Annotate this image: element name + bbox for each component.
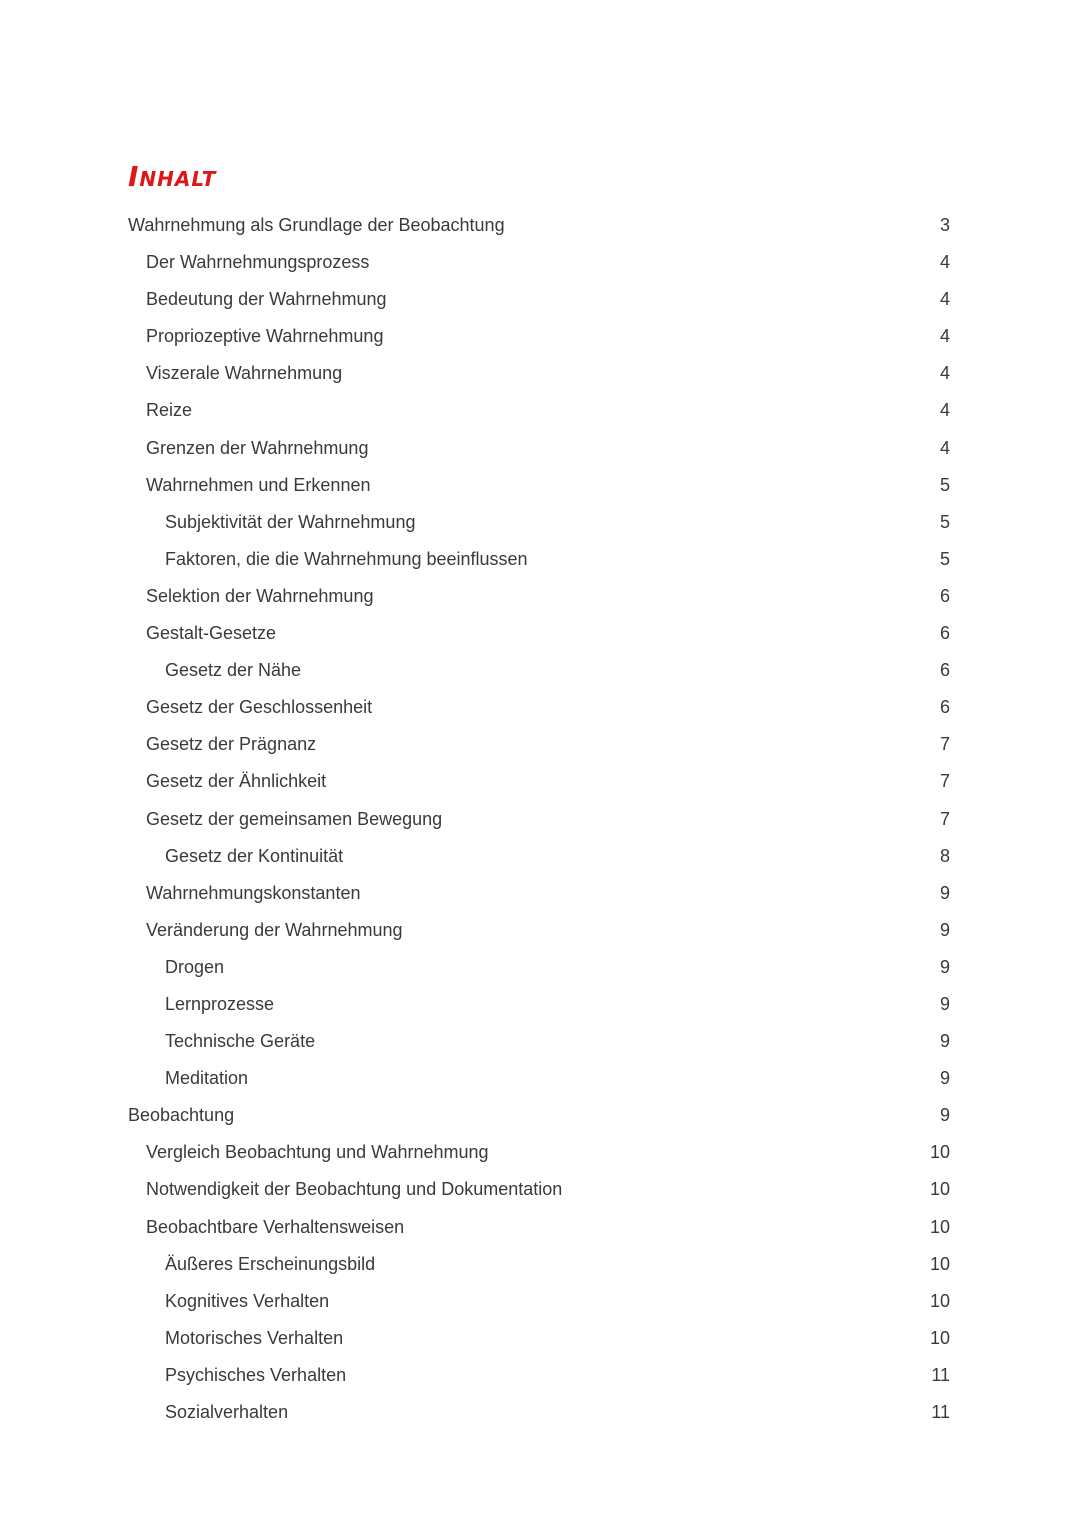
toc-entry-page-number: 6 [939,623,950,644]
toc-entry[interactable] [128,1023,950,1060]
toc-entry-page-number: 10 [929,1216,950,1237]
toc-entry-title: Gestalt-Gesetze [146,623,277,644]
toc-entry-page-number: 6 [939,585,950,606]
toc-entry-title: Technische Geräte [165,1031,316,1052]
toc-entry-title: Äußeres Erscheinungsbild [165,1253,376,1274]
toc-entry[interactable] [128,281,950,318]
toc-entry-title: Grenzen der Wahrnehmung [146,437,369,458]
toc-entry[interactable] [128,1060,950,1097]
toc-entry-title: Veränderung der Wahrnehmung [146,919,403,940]
toc-entry[interactable] [128,1097,950,1134]
toc-entry-page-number: 5 [939,511,950,532]
toc-entry[interactable] [128,355,950,392]
toc-entry-page-number: 10 [929,1253,950,1274]
toc-entry-title: Gesetz der Nähe [165,660,302,681]
toc-entry[interactable] [128,838,950,875]
toc-entry[interactable] [128,1209,950,1246]
toc-entry[interactable] [128,763,950,800]
toc-entry[interactable] [128,1171,950,1208]
toc-title: Inhalt [128,160,217,193]
toc-entry[interactable] [128,1357,950,1394]
toc-entry-title: Psychisches Verhalten [165,1364,347,1385]
toc-entry-page-number: 9 [939,1105,950,1126]
toc-entry[interactable] [128,244,950,281]
toc-entry[interactable] [128,578,950,615]
toc-entry-title: Sozialverhalten [165,1402,289,1422]
toc-entry[interactable] [128,1283,950,1320]
table-of-contents [128,207,950,1431]
toc-entry-title: Reize [146,400,193,421]
toc-entry[interactable] [128,949,950,986]
toc-entry-title: Meditation [165,1068,249,1089]
toc-entry-title: Drogen [165,956,225,977]
toc-entry-title: Subjektivität der Wahrnehmung [165,511,416,532]
toc-entry-title: Wahrnehmen und Erkennen [146,474,371,495]
toc-entry-title: Faktoren, die die Wahrnehmung beeinflussen [165,548,528,569]
toc-entry[interactable] [128,392,950,429]
toc-entry-title: Bedeutung der Wahrnehmung [146,289,387,310]
toc-entry[interactable] [128,689,950,726]
toc-entry-title: Vergleich Beobachtung und Wahrnehmung [146,1142,489,1163]
toc-entry-title: Selektion der Wahrnehmung [146,585,374,606]
toc-entry-title: Beobachtung [128,1105,235,1126]
toc-entry-page-number: 9 [939,1031,950,1052]
toc-entry-page-number: 4 [939,400,950,421]
toc-entry-title: Wahrnehmung als Grundlage der Beobachtung [128,215,505,235]
toc-entry[interactable] [128,986,950,1023]
toc-entry-page-number: 6 [939,660,950,681]
toc-entry-page-number: 4 [939,437,950,458]
toc-entry-page-number: 9 [939,956,950,977]
toc-entry[interactable] [128,726,950,763]
toc-entry-page-number: 10 [929,1290,950,1311]
toc-entry-title: Beobachtbare Verhaltensweisen [146,1216,405,1237]
toc-entry[interactable] [128,207,950,244]
toc-entry[interactable] [128,504,950,541]
toc-entry-page-number: 4 [939,289,950,310]
toc-entry-title: Gesetz der Kontinuität [165,845,344,866]
toc-entry-title: Gesetz der Ähnlichkeit [146,771,327,792]
toc-entry-title: Lernprozesse [165,993,275,1014]
toc-entry-page-number: 5 [939,474,950,495]
toc-entry-page-number: 4 [939,363,950,384]
toc-entry-page-number: 7 [939,734,950,755]
toc-entry[interactable] [128,541,950,578]
toc-entry-page-number: 6 [939,697,950,718]
toc-entry-title: Gesetz der Prägnanz [146,734,317,755]
toc-entry-title: Propriozeptive Wahrnehmung [146,326,384,347]
toc-entry-title: Viszerale Wahrnehmung [146,363,343,384]
toc-entry-page-number: 10 [929,1142,950,1163]
toc-entry[interactable] [128,1134,950,1171]
toc-entry-title: Motorisches Verhalten [165,1327,344,1348]
toc-entry[interactable] [128,801,950,838]
toc-entry[interactable] [128,1246,950,1283]
toc-entry-page-number: 10 [929,1179,950,1200]
toc-entry[interactable] [128,1394,950,1431]
toc-entry-title: Kognitives Verhalten [165,1290,330,1311]
toc-entry-page-number: 10 [929,1327,950,1348]
toc-entry-page-number: 7 [939,808,950,829]
toc-entry-page-number: 11 [931,1364,950,1385]
toc-entry[interactable] [128,467,950,504]
toc-entry-page-number: 9 [939,919,950,940]
toc-entry[interactable] [128,875,950,912]
toc-entry-title: Gesetz der gemeinsamen Bewegung [146,808,443,829]
toc-entry-page-number: 3 [939,215,950,235]
toc-entry-title: Notwendigkeit der Beobachtung und Dokumentation [146,1179,563,1200]
toc-entry-page-number: 9 [939,1068,950,1089]
toc-entry-page-number: 7 [939,771,950,792]
toc-entry[interactable] [128,1320,950,1357]
toc-entry-page-number: 11 [931,1402,950,1422]
toc-entry-page-number: 4 [939,326,950,347]
toc-entry-page-number: 5 [939,548,950,569]
toc-entry[interactable] [128,615,950,652]
toc-entry[interactable] [128,430,950,467]
toc-entry-page-number: 4 [939,252,950,273]
toc-entry[interactable] [128,652,950,689]
toc-entry-page-number: 8 [939,845,950,866]
toc-entry-title: Gesetz der Geschlossenheit [146,697,373,718]
toc-entry-title: Der Wahrnehmungsprozess [146,252,370,273]
toc-entry[interactable] [128,912,950,949]
toc-entry-title: Wahrnehmungskonstanten [146,882,361,903]
toc-entry-page-number: 9 [939,882,950,903]
toc-entry[interactable] [128,318,950,355]
toc-entry-page-number: 9 [939,993,950,1014]
